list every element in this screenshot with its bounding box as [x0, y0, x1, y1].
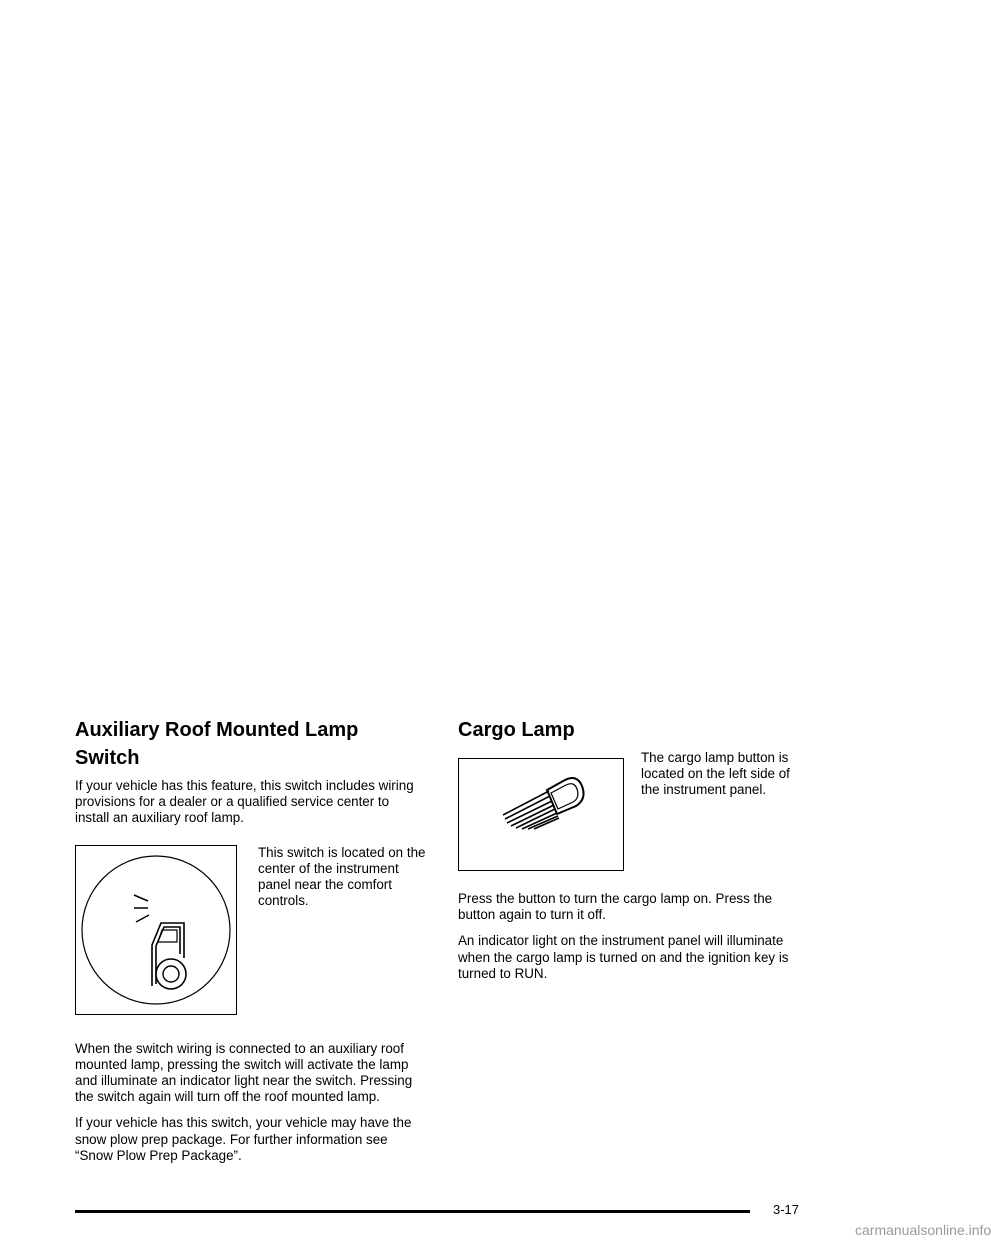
footer-rule: [75, 1210, 750, 1213]
auxiliary-roof-lamp-switch-icon: [76, 846, 235, 1013]
figure-row: [75, 845, 427, 1017]
figure-row: [458, 750, 810, 864]
intro-paragraph: If your vehicle has this feature, this switch includes wiring provisions for a dealer or a qualified service center to install an auxiliary roof lamp.: [75, 778, 414, 826]
body-paragraph: When the switch wiring is connected to an auxiliary roof mounted lamp, pressing the switch will activate the lamp and illuminate an indicator light near the switch. Pressing the switch again will turn off the roof mounted lamp.: [75, 1040, 413, 1105]
page-number: 3-17: [773, 1202, 800, 1217]
body-paragraph: An indicator light on the instrument panel will illuminate when the cargo lamp is turned on and the ignition key is turned to RUN.: [458, 933, 789, 981]
figure-box: [458, 758, 624, 871]
body-paragraph: If your vehicle has this switch, your vehicle may have the snow plow prep package. For further information see “Snow Plow Prep Package”.: [75, 1115, 412, 1163]
heading-cargo-lamp: Cargo Lamp: [458, 719, 575, 741]
watermark: carmanualsonline.info: [855, 1222, 991, 1238]
figure-caption: The cargo lamp button is located on the left side of the instrument panel.: [641, 750, 790, 798]
section-auxiliary-roof-lamp: [75, 716, 427, 1164]
section-cargo-lamp: [458, 716, 810, 982]
figure-box: [75, 845, 237, 1015]
cargo-lamp-icon: [459, 759, 622, 869]
body-paragraph: Press the button to turn the cargo lamp on. Press the button again to turn it off.: [458, 891, 773, 923]
figure-caption: This switch is located on the center of the instrument panel near the comfort controls.: [258, 844, 426, 909]
heading-auxiliary-roof-lamp: Auxiliary Roof Mounted Lamp Switch: [75, 719, 359, 769]
